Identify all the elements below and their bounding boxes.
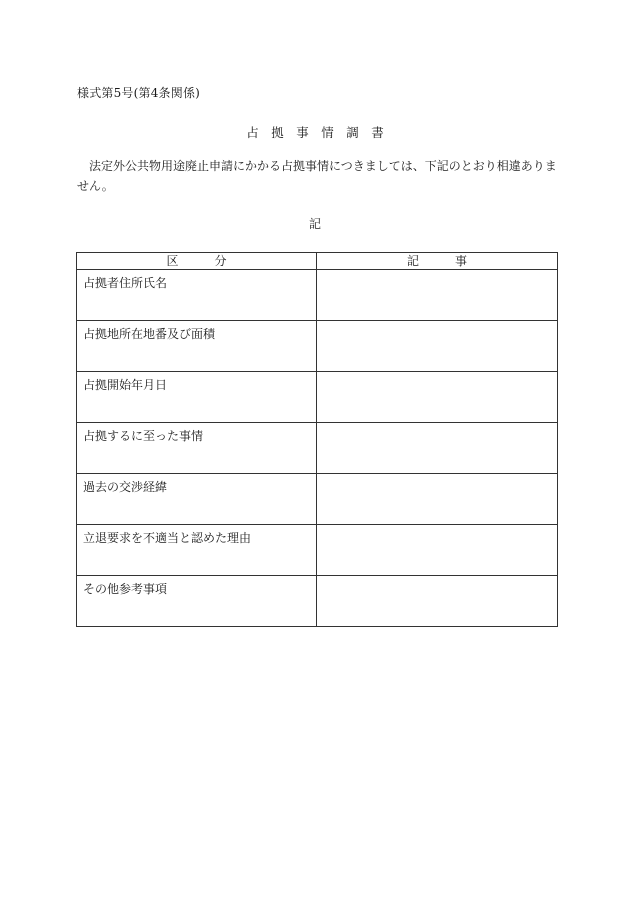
- table-row: [77, 270, 558, 321]
- row-label-circumstances: 占拠するに至った事情: [77, 423, 317, 474]
- row-label-location-area: 占拠地所在地番及び面積: [77, 321, 317, 372]
- row-value-circumstances: [317, 423, 558, 474]
- row-label-eviction-reason: 立退要求を不適当と認めた理由: [77, 525, 317, 576]
- document-title: 占 拠 事 情 調 書: [246, 125, 384, 140]
- row-label-other-notes: その他参考事項: [77, 576, 317, 627]
- intro-paragraph: 法定外公共物用途廃止申請にかかる占拠事情につきましては、下記のとおり相違ありません。: [77, 159, 557, 193]
- table-row: [77, 321, 558, 372]
- row-value-eviction-reason: [317, 525, 558, 576]
- table-row: [77, 423, 558, 474]
- form-number: 様式第5号(第4条関係): [77, 86, 201, 100]
- table-row: [77, 474, 558, 525]
- table-header-row: [77, 253, 558, 270]
- row-value-occupant-address-name: [317, 270, 558, 321]
- table-row: [77, 576, 558, 627]
- row-value-location-area: [317, 321, 558, 372]
- header-category: 区 分: [77, 253, 317, 270]
- row-value-negotiation-history: [317, 474, 558, 525]
- occupancy-record-table: [76, 252, 558, 627]
- row-label-negotiation-history: 過去の交渉経緯: [77, 474, 317, 525]
- table-row: [77, 525, 558, 576]
- header-details: 記 事: [317, 253, 558, 270]
- row-label-start-date: 占拠開始年月日: [77, 372, 317, 423]
- ki-heading: 記: [308, 217, 321, 231]
- row-value-other-notes: [317, 576, 558, 627]
- table-row: [77, 372, 558, 423]
- row-value-start-date: [317, 372, 558, 423]
- row-label-occupant-address-name: 占拠者住所氏名: [77, 270, 317, 321]
